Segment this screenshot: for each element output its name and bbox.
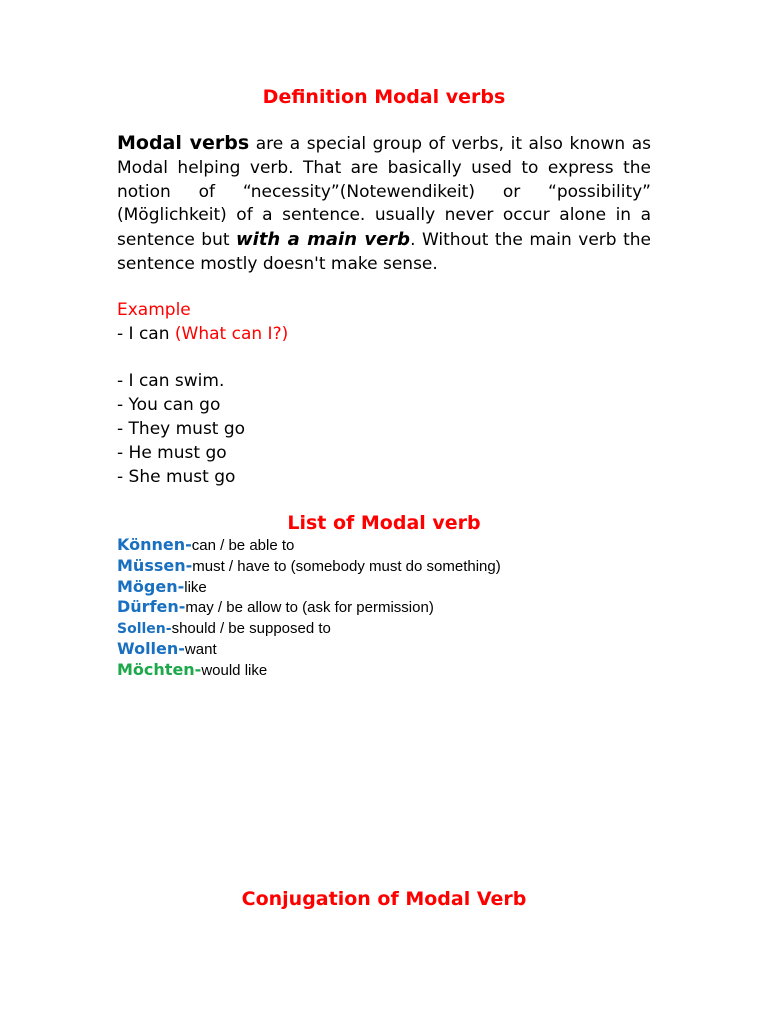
example-first-line xyxy=(117,323,288,347)
list-heading: List of Modal verb xyxy=(287,512,481,534)
verb-term: Möchten- xyxy=(117,659,202,679)
example-sentence: - I can swim. xyxy=(117,371,225,392)
verb-definition: must / have to (somebody must do something) xyxy=(192,557,501,575)
verb-definition: can / be able to xyxy=(191,537,295,554)
verb-definition: like xyxy=(184,578,207,596)
definition-lead-term: Modal verbs xyxy=(117,132,250,154)
verb-definition: should / be supposed to xyxy=(171,620,331,638)
example-sentence: - You can go xyxy=(117,395,221,416)
list-item xyxy=(117,639,501,660)
example-sentence: - He must go xyxy=(117,442,227,463)
list-item xyxy=(117,577,501,598)
list-item xyxy=(117,556,501,577)
example-block xyxy=(117,299,288,489)
definition-heading: Definition Modal verbs xyxy=(262,86,506,108)
list-item xyxy=(117,597,501,618)
verb-term: Mögen- xyxy=(117,576,185,596)
example-first-question: (What can I?) xyxy=(174,323,289,344)
example-label: Example xyxy=(117,300,191,320)
verb-definition: may / be allow to (ask for permission) xyxy=(185,599,434,617)
example-first-prefix: - I can xyxy=(117,323,175,344)
verb-definition: would like xyxy=(201,661,268,679)
definition-text-part-2: . Without the main verb the sentence mostly doesn't make sense. xyxy=(117,230,651,274)
list-item xyxy=(117,535,501,556)
verb-term: Müssen- xyxy=(117,555,193,575)
verb-term: Dürfen- xyxy=(117,597,186,617)
verb-term: Wollen- xyxy=(117,638,185,658)
definition-paragraph xyxy=(117,132,651,277)
definition-emphasis: with a main verb xyxy=(236,229,411,251)
list-item xyxy=(117,660,501,681)
definition-text-part-1: are a special group of verbs, it also known as Modal helping verb. That are basically used to express the notion of “necessity”(Notewendikeit) or “possibility” (Möglichkeit) of a sentence. usually never occur alone in a sentence but xyxy=(117,134,651,251)
example-sentence: - They must go xyxy=(117,418,246,439)
verb-term: Können- xyxy=(117,535,192,554)
verb-term: Sollen- xyxy=(117,621,172,638)
example-spacer xyxy=(117,347,288,371)
modal-verb-list xyxy=(117,535,501,681)
verb-definition: want xyxy=(184,640,217,658)
example-sentence: - She must go xyxy=(117,466,236,487)
list-item xyxy=(117,618,501,639)
conjugation-heading: Conjugation of Modal Verb xyxy=(241,888,527,910)
